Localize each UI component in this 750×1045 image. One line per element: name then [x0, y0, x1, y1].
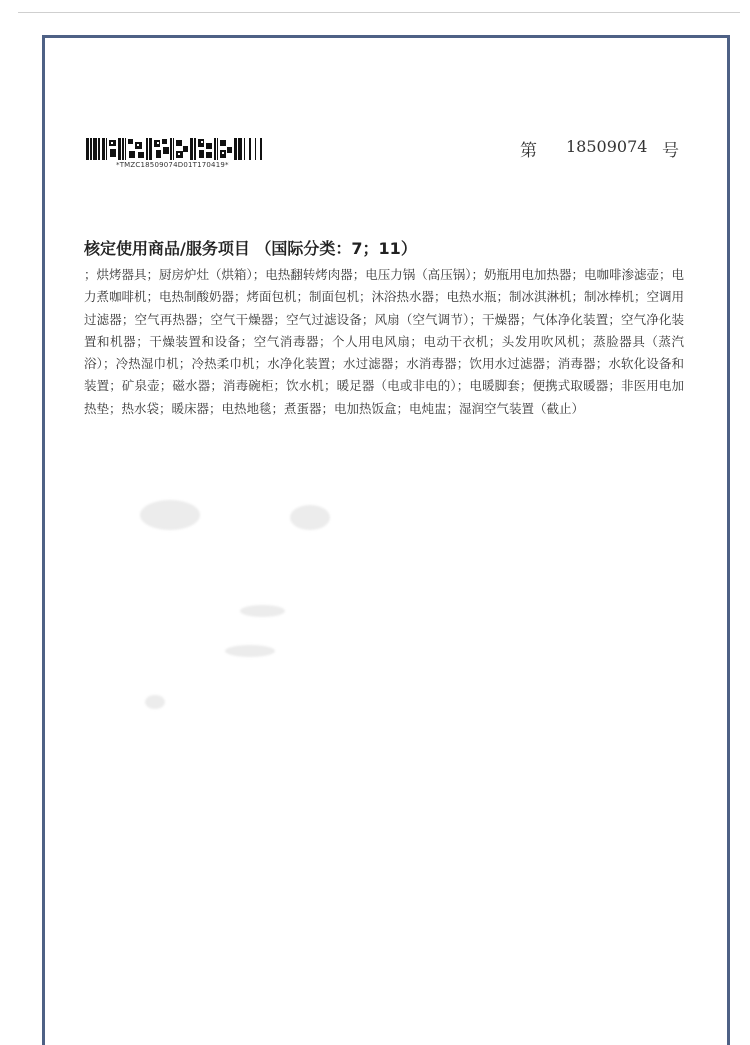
- registration-number-value: 18509074: [566, 137, 648, 156]
- goods-services-list: ；烘烤器具；厨房炉灶（烘箱）；电热翻转烤肉器；电压力锅（高压锅）；奶瓶用电加热器；电咖啡渗滤壶；电力煮咖啡机；电热制酸奶器；烤面包机；制面包机；沐浴热水器；电热水瓶；制冰淇淋机；制冰棒机；空调用过滤器；空气再热器；空气干燥器；空气过滤设备；风扇（空气调节）；干燥器；气体净化装置；空气净化装置和机器；干燥装置和设备；空气消毒器；个人用电风扇；电动干衣机；头发用吹风机；蒸脸器具（蒸汽浴）；冷热湿巾机；冷热柔巾机；水净化装置；水过滤器；水消毒器；饮用水过滤器；消毒器；水软化设备和装置；矿泉壶；磁水器；消毒碗柜；饮水机；暖足器（电或非电的）；电暖脚套；便携式取暖器；非医用电加热垫；热水袋；暖床器；电热地毯；煮蛋器；电加热饭盒；电炖盅；湿润空气装置（截止）: [84, 267, 685, 416]
- scan-smudge: [290, 505, 330, 530]
- scan-smudge: [225, 645, 275, 657]
- registration-number: [520, 136, 690, 160]
- goods-services-heading: 核定使用商品/服务项目 （国际分类：7；11）: [84, 239, 417, 258]
- registration-number-suffix: 号: [662, 141, 679, 161]
- scan-top-rule: [18, 12, 740, 13]
- certificate-page-frame: [42, 35, 730, 1045]
- scan-smudge: [140, 500, 200, 530]
- barcode-graphic: [86, 138, 264, 160]
- scan-smudge: [240, 605, 285, 617]
- scan-smudge: [145, 695, 165, 709]
- certificate-barcode: [86, 138, 276, 174]
- barcode-caption: *TMZC18509074D01T170419*: [116, 161, 229, 169]
- registration-number-prefix: 第: [520, 141, 537, 161]
